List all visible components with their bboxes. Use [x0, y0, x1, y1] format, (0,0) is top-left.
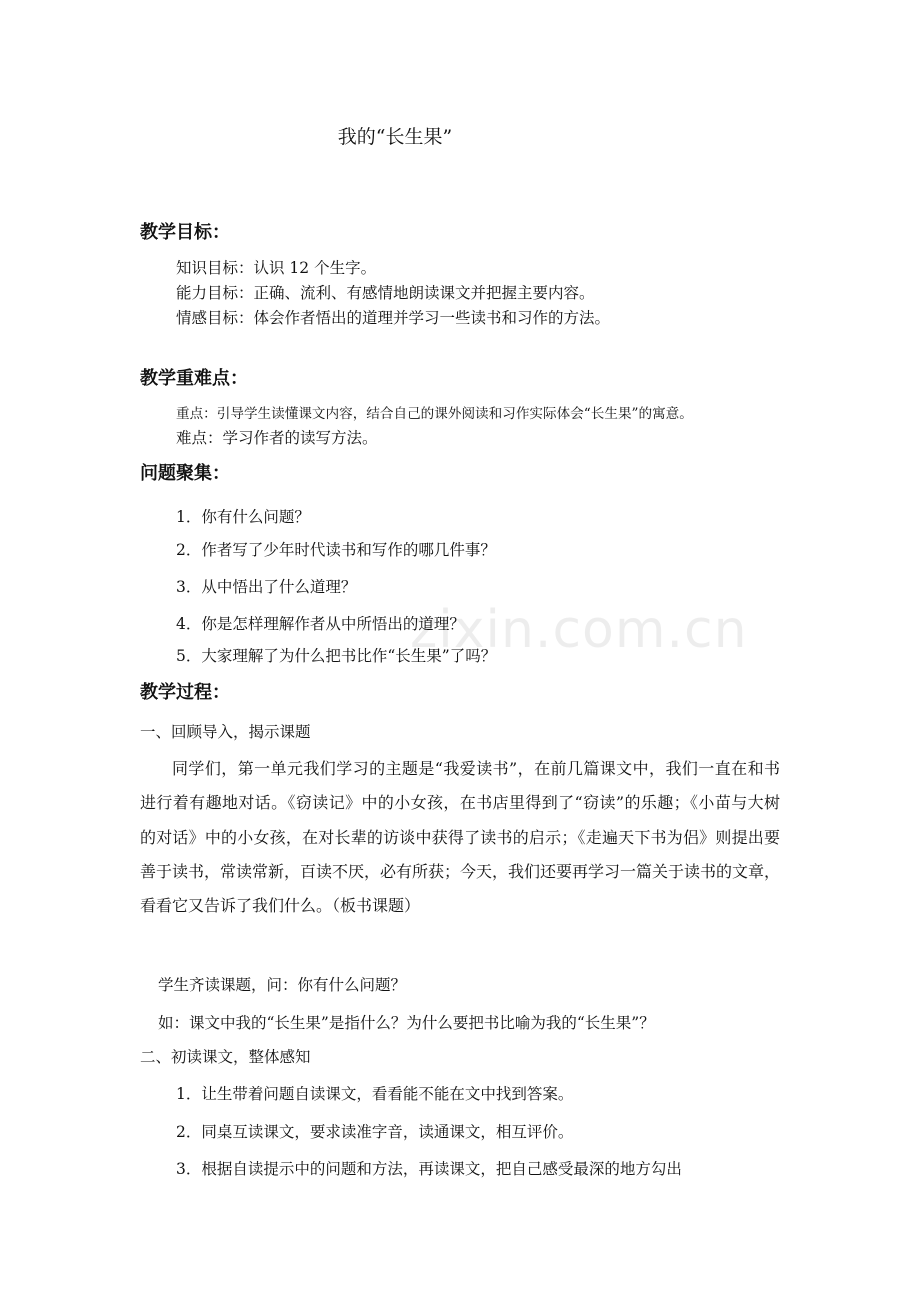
question-item: 1．你有什么问题？ — [176, 508, 310, 526]
question-item: 5．大家理解了为什么把书比作“长生果”了吗？ — [176, 647, 497, 665]
objective-ability: 能力目标：正确、流利、有感情地朗读课文并把握主要内容。 — [176, 284, 595, 302]
section-1-paragraph: 同学们，第一单元我们学习的主题是“我爱读书”，在前几篇课文中，我们一直在和书进行着有趣地对话。《窃读记》中的小女孩，在书店里得到了“窃读”的乐趣；《小苗与大树的对话》中的小女孩，在对长辈的访谈中获得了读书的启示；《走遍天下书为侣》则提出要善于读书，常读常新，百读不厌，必有所获；今天，我们还要再学习一篇关于读书的文章，看看它又告诉了我们什么。（板书课题） — [140, 759, 781, 916]
objective-knowledge: 知识目标：认识 12 个生字。 — [176, 259, 377, 277]
difficult-point: 难点：学习作者的读写方法。 — [176, 429, 378, 447]
section-2-item: 3．根据自读提示中的问题和方法，再读课文，把自己感受最深的地方勾出 — [176, 1160, 682, 1178]
question-item: 2．作者写了少年时代读书和写作的哪几件事？ — [176, 541, 496, 559]
key-points-heading: 教学重难点： — [140, 368, 248, 389]
section-1-line-2: 学生齐读课题，问：你有什么问题？ — [158, 976, 407, 994]
objective-emotion: 情感目标：体会作者悟出的道理并学习一些读书和习作的方法。 — [176, 309, 611, 327]
section-2-item: 2．同桌互读课文，要求读准字音，读通课文，相互评价。 — [176, 1123, 574, 1141]
key-point: 重点：引导学生读懂课文内容，结合自己的课外阅读和习作实际体会“长生果”的寓意。 — [176, 406, 693, 422]
objectives-heading: 教学目标： — [140, 222, 230, 243]
page-title: 我的“长生果” — [337, 126, 453, 148]
questions-heading: 问题聚集： — [140, 463, 230, 484]
watermark: zixin.com.cn — [410, 600, 748, 660]
question-item: 4．你是怎样理解作者从中所悟出的道理？ — [176, 615, 465, 633]
section-1-line-3: 如：课文中我的“长生果”是指什么？为什么要把书比喻为我的“长生果”？ — [158, 1014, 655, 1032]
process-heading: 教学过程： — [140, 682, 230, 703]
section-2-item: 1．让生带着问题自读课文，看看能不能在文中找到答案。 — [176, 1085, 574, 1103]
section-2-title: 二、初读课文，整体感知 — [140, 1048, 311, 1066]
question-item: 3．从中悟出了什么道理？ — [176, 578, 357, 596]
section-1-title: 一、回顾导入，揭示课题 — [140, 723, 311, 741]
